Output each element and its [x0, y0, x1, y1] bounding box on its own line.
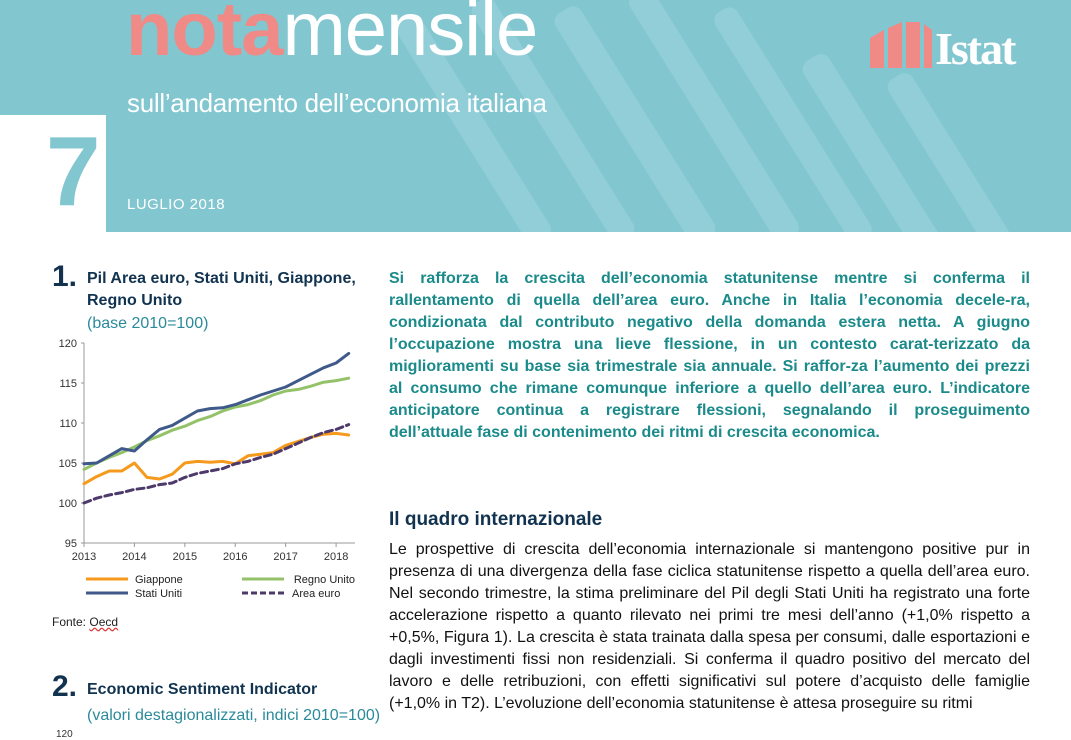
y-tick-label: 120	[58, 338, 77, 350]
issue-number: 7	[46, 116, 101, 226]
section-title: Il quadro internazionale	[389, 509, 603, 530]
figure-1-number: 1.	[52, 260, 78, 293]
series-line-regno-unito	[84, 378, 349, 469]
legend-label: Stati Uniti	[135, 588, 183, 600]
y-tick-label: 110	[59, 418, 77, 430]
figure-1-title: Pil Area euro, Stati Uniti, Giappone, Regno Unito	[87, 270, 356, 309]
body-paragraph: Le prospettive di crescita dell’economia internazionale si mantengono positive pur in presenza di una divergenza della fase ciclica statunitense rispetto a quella dell’area euro. Nel secondo trimestre, la stima preliminare del Pil degli Stati Uniti ha registrato una forte accelerazione rispetto a quanto rilevato nei primi tre mesi dell’anno (+1,0% rispetto a +0,5%, Figura 1). La crescita è stata trainata dalla spesa per consumi, dalle esportazioni e dagli investimenti fissi non residenziali. Si conferma il quadro positivo del mercato del lavoro e delle retribuzioni, con effetti significativi sul potere d’acquisto delle famiglie (+1,0% in T2). L’evoluzione dell’economia statunitense è attesa proseguire su ritmi	[389, 541, 1030, 712]
x-tick-label: 2018	[323, 551, 349, 563]
x-tick-label: 2016	[223, 551, 248, 563]
figure-1-chart	[0, 330, 370, 610]
decorative-stripe	[551, 3, 720, 232]
brand-light: mensile	[282, 0, 538, 72]
legend-label: Regno Unito	[293, 574, 355, 586]
figure-1-source	[52, 615, 118, 629]
lead-paragraph: Si rafforza la crescita dell’economia statunitense mentre si conferma il rallentamento di quella dell’area euro. Anche in Italia l’economia decele-ra, condizionata dal contributo negativo della domanda estera netta. A giugno l’occupazione mostra una lieve flessione, in un contesto carat-terizzato da miglioramenti su base sia trimestrale sia annuale. Si raffor-za l’aumento dei prezzi al consumo che rimane comunque inferiore a quello dell’area euro. L’indicatore anticipatore continua a registrare flessioni, segnalando il proseguimento dell’attuale fase di contenimento dei ritmi di crescita economica.	[389, 270, 1030, 441]
figure-1-subtitle: (base 2010=100)	[87, 315, 209, 332]
series-line-giappone	[84, 433, 349, 483]
y-tick-label: 115	[59, 378, 77, 390]
figure-2-y-tick: 120	[56, 729, 73, 740]
source-label: Fonte:	[52, 615, 87, 629]
series-line-area-euro	[84, 425, 349, 503]
istat-logo-text: Istat	[935, 23, 1015, 74]
issue-date: LUGLIO 2018	[127, 196, 226, 213]
series-line-stati-uniti	[84, 353, 349, 463]
x-tick-label: 2015	[172, 551, 198, 563]
figure-2-number: 2.	[52, 670, 78, 703]
publication-subtitle: sull’andamento dell’economia italiana	[127, 88, 547, 118]
header-banner	[0, 0, 1071, 232]
legend-label: Area euro	[292, 588, 341, 600]
x-tick-label: 2014	[122, 551, 147, 563]
publication-brand	[126, 0, 538, 72]
istat-logo-icon	[868, 20, 932, 70]
x-tick-label: 2017	[273, 551, 298, 563]
source-name: Oecd	[89, 615, 119, 629]
x-tick-label: 2013	[71, 551, 97, 563]
figure-2-title: Economic Sentiment Indicator	[87, 681, 318, 698]
legend-label: Giappone	[135, 574, 183, 586]
brand-bold: nota	[126, 0, 283, 72]
figure-2-subtitle: (valori destagionalizzati, indici 2010=100)	[87, 707, 381, 724]
y-tick-label: 105	[58, 458, 77, 470]
y-tick-label: 95	[64, 538, 77, 550]
y-tick-label: 100	[58, 498, 77, 510]
